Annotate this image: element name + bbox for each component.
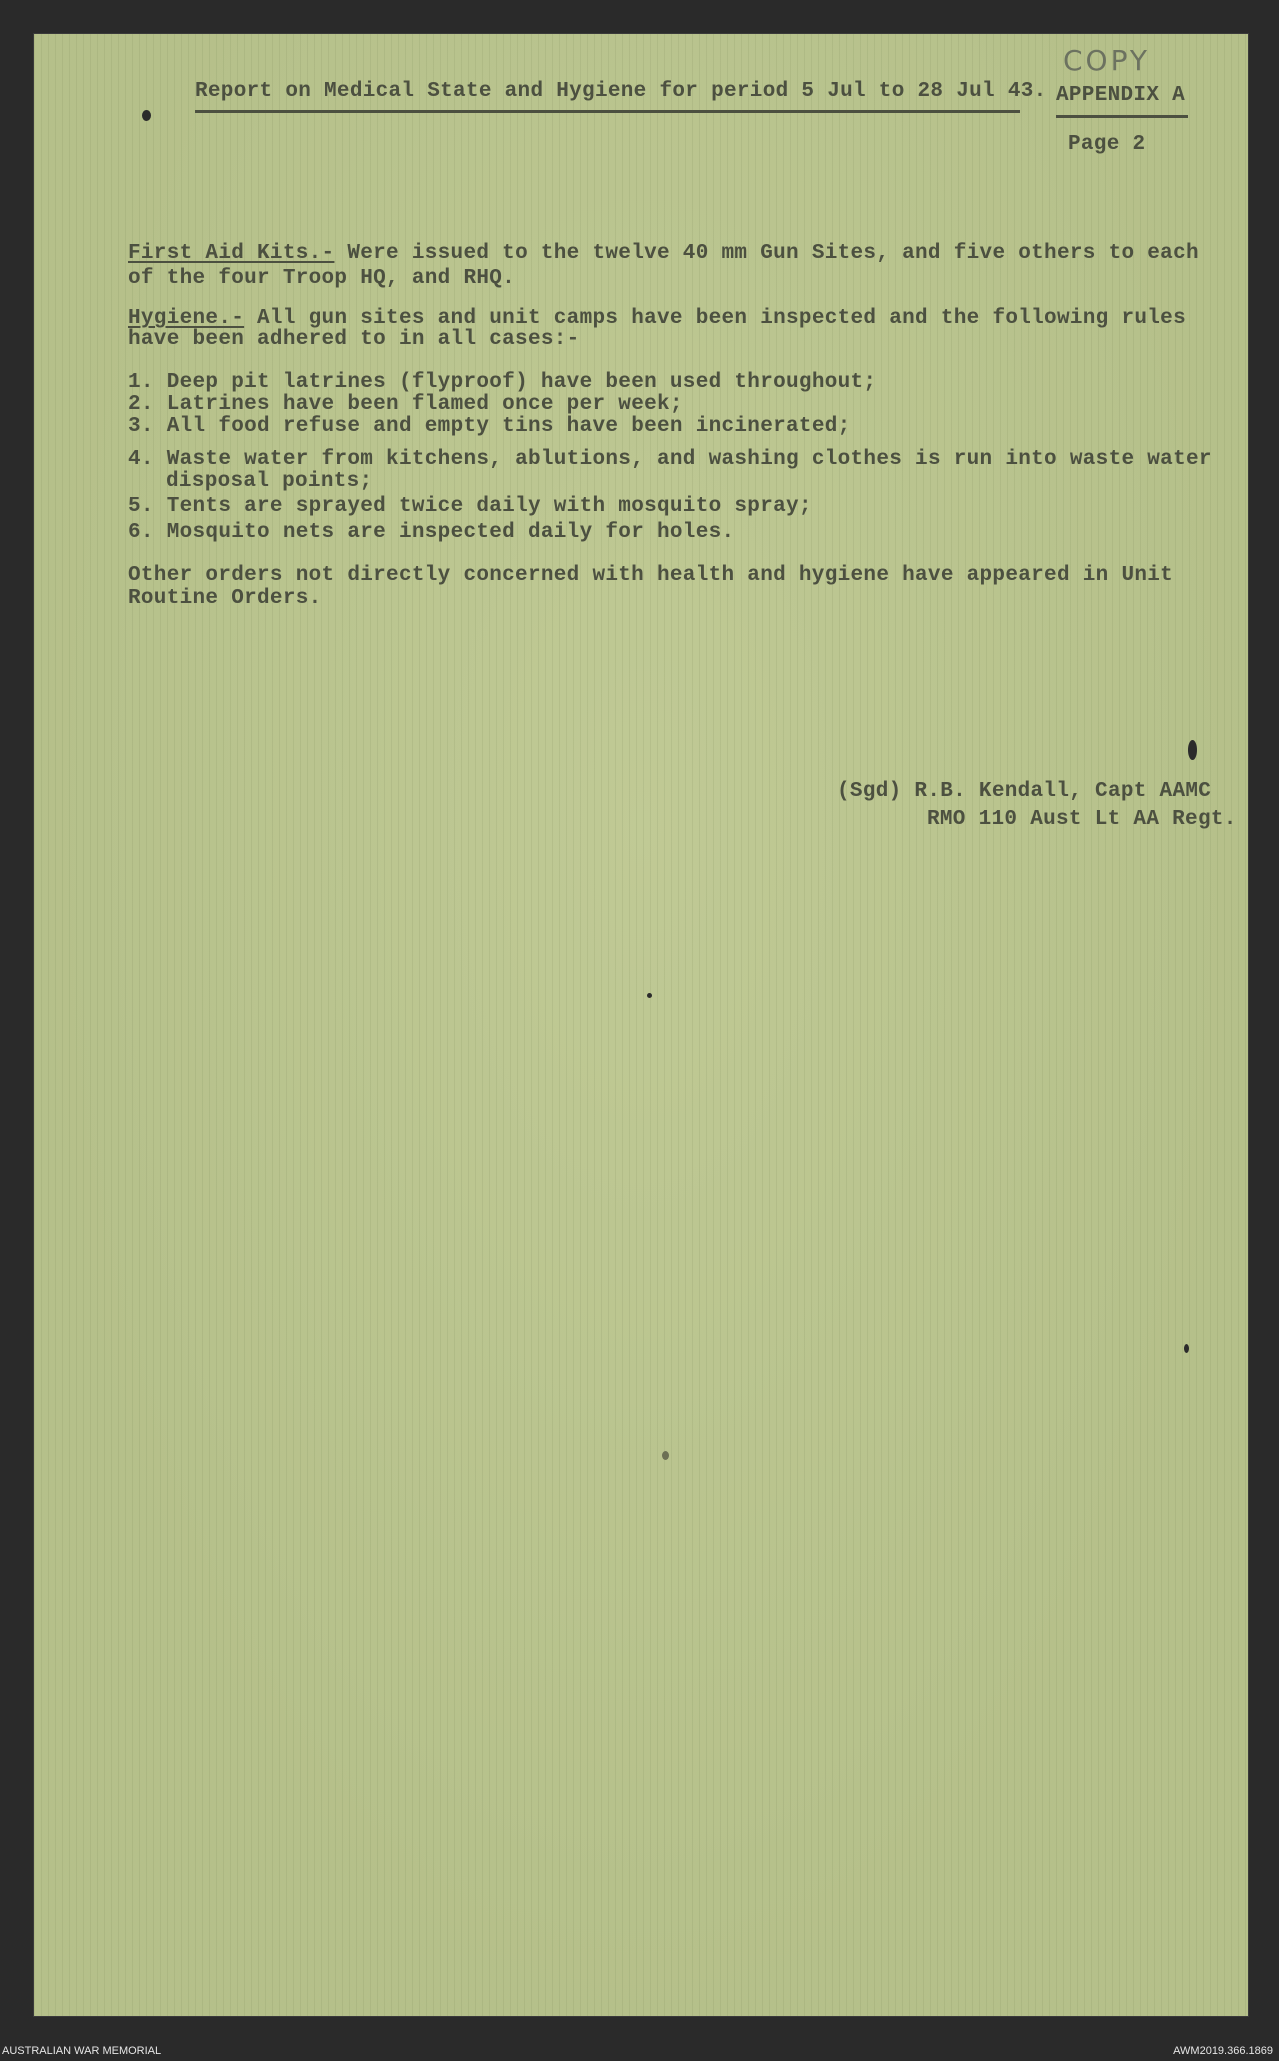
rule-text: Mosquito nets are inspected daily for holes.	[166, 521, 735, 544]
rule-text: Waste water from kitchens, ablutions, and washing clothes is run into waste water	[166, 448, 1212, 471]
other-orders-line-2: Routine Orders.	[128, 587, 322, 610]
ink-speck	[1184, 1344, 1189, 1353]
rule-number: 6.	[128, 521, 154, 544]
copy-handwritten-mark: COPY	[1063, 44, 1150, 77]
rule-item	[128, 448, 1212, 471]
first-aid-text-1: Were issued to the twelve 40 mm Gun Sites, and five others to each	[347, 242, 1199, 265]
ink-speck	[662, 1451, 669, 1460]
hygiene-text-1: All gun sites and unit camps have been inspected and the following rules	[257, 307, 1186, 330]
rule-item	[128, 521, 734, 544]
rule-item	[128, 371, 876, 394]
first-aid-text-2: of the four Troop HQ, and RHQ.	[128, 267, 516, 290]
page-number: Page 2	[1068, 133, 1146, 156]
rule-text: Tents are sprayed twice daily with mosquito spray;	[166, 495, 812, 518]
hygiene-paragraph-line-1	[128, 307, 1186, 330]
rule-number: 3.	[128, 415, 154, 438]
first-aid-heading: First Aid Kits.-	[128, 242, 335, 265]
rule-number: 5.	[128, 495, 154, 518]
ink-speck	[142, 110, 151, 121]
footer-accession-number: AWM2019.366.1869	[1173, 2045, 1273, 2057]
appendix-underline	[1056, 115, 1188, 118]
rule-item	[128, 393, 683, 416]
rule-item	[128, 495, 812, 518]
rule-item	[128, 415, 851, 438]
first-aid-paragraph-line-1	[128, 242, 1199, 265]
signature-line-1: (Sgd) R.B. Kendall, Capt AAMC	[837, 780, 1212, 803]
signature-line-2: RMO 110 Aust Lt AA Regt.	[927, 808, 1237, 831]
ink-speck	[647, 993, 652, 998]
appendix-label: APPENDIX A	[1056, 84, 1186, 107]
other-orders-line-1: Other orders not directly concerned with health and hygiene have appeared in Unit	[128, 564, 1174, 587]
footer-institution: AUSTRALIAN WAR MEMORIAL	[2, 2045, 162, 2057]
ink-speck	[1188, 740, 1197, 760]
rule-number: 2.	[128, 393, 154, 416]
rule-continuation: disposal points;	[166, 470, 373, 493]
hygiene-heading: Hygiene.-	[128, 307, 245, 330]
hygiene-text-2: have been adhered to in all cases:-	[128, 328, 580, 351]
report-title: Report on Medical State and Hygiene for period 5 Jul to 28 Jul 43.	[195, 80, 1047, 103]
rule-text: All food refuse and empty tins have been incinerated;	[166, 415, 851, 438]
rule-number: 1.	[128, 371, 154, 394]
title-underline	[195, 110, 1020, 113]
rule-number: 4.	[128, 448, 154, 471]
rule-text: Deep pit latrines (flyproof) have been used throughout;	[166, 371, 877, 394]
rule-text: Latrines have been flamed once per week;	[166, 393, 683, 416]
